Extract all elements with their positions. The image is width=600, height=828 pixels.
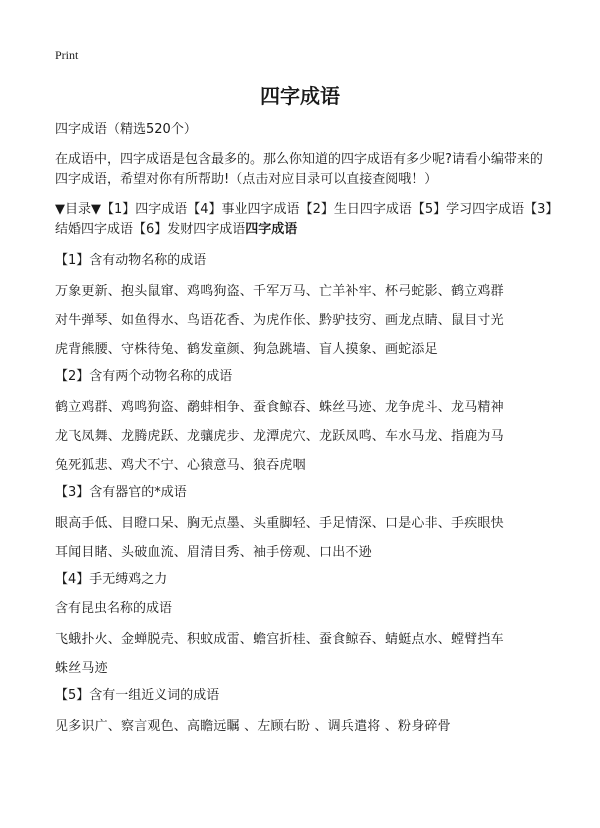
section-1 [55,248,555,364]
section-3 [55,480,555,567]
toc-prefix: ▼目录▼ [55,202,101,217]
idiom-line: 对牛弹琴、如鱼得水、鸟语花香、为虎作伥、黔驴技穷、画龙点睛、鼠目寸光 [55,313,504,328]
idiom-line: 万象更新、抱头鼠窜、鸡鸣狗盗、千军万马、亡羊补牢、杯弓蛇影、鹤立鸡群 [55,284,504,299]
toc-trailing-bold: 四字成语 [245,222,298,237]
section-heading: 含有昆虫名称的成语 [55,601,173,616]
article-body [55,120,555,741]
idiom-line: 见多识广、察言观色、高瞻远瞩 、左顾右盼 、调兵遣将 、粉身碎骨 [55,719,451,734]
idiom-line: 兔死狐悲、鸡犬不宁、心猿意马、狼吞虎咽 [55,458,306,473]
table-of-contents [55,200,555,240]
section-heading: 【3】含有器官的*成语 [55,485,187,500]
idiom-line: 飞蛾扑火、金蝉脱壳、积蚊成雷、蟾宫折桂、蚕食鲸吞、蜻蜓点水、螳臂挡车 [55,632,504,647]
idiom-line: 虎背熊腰、守株待兔、鹤发童颜、狗急跳墙、盲人摸象、画蛇添足 [55,342,438,357]
toc-link-5[interactable]: 【5】学习四字成语 [411,202,525,217]
section-5 [55,683,555,741]
toc-link-3[interactable]: 【3】结婚四字成语 [55,202,552,237]
toc-link-6[interactable]: 【6】发财四字成语 [133,222,246,237]
idiom-line: 眼高手低、目瞪口呆、胸无点墨、头重脚轻、手足情深、口是心非、手疾眼快 [55,516,504,531]
article-subtitle: 四字成语（精选520个） [55,122,197,137]
section-2 [55,364,555,480]
idiom-line: 耳闻目睹、头破血流、眉清目秀、袖手傍观、口出不逊 [55,545,372,560]
intro-paragraph: 在成语中，四字成语是包含最多的。那么你知道的四字成语有多少呢?请看小编带来的四字成语，希望对你有所帮助!（点击对应目录可以直接查阅哦！） [55,152,543,187]
section-heading: 【2】含有两个动物名称的成语 [55,369,233,384]
page-title: 四字成语 [260,84,340,108]
toc-link-1[interactable]: 【1】四字成语 [101,202,188,217]
section-heading: 【4】手无缚鸡之力 [55,572,168,587]
toc-link-2[interactable]: 【2】生日四字成语 [299,202,412,217]
idiom-line: 蛛丝马迹 [55,661,108,676]
toc-link-4[interactable]: 【4】事业四字成语 [187,202,300,217]
section-insects [55,596,555,683]
print-link[interactable]: Print [55,48,79,62]
idiom-line: 龙飞凤舞、龙腾虎跃、龙骧虎步、龙潭虎穴、龙跃凤鸣、车水马龙、指鹿为马 [55,429,504,444]
section-heading: 【5】含有一组近义词的成语 [55,688,220,703]
section-heading: 【1】含有动物名称的成语 [55,253,207,268]
section-4 [55,567,555,593]
idiom-line: 鹤立鸡群、鸡鸣狗盗、鹬蚌相争、蚕食鲸吞、蛛丝马迹、龙争虎斗、龙马精神 [55,400,504,415]
